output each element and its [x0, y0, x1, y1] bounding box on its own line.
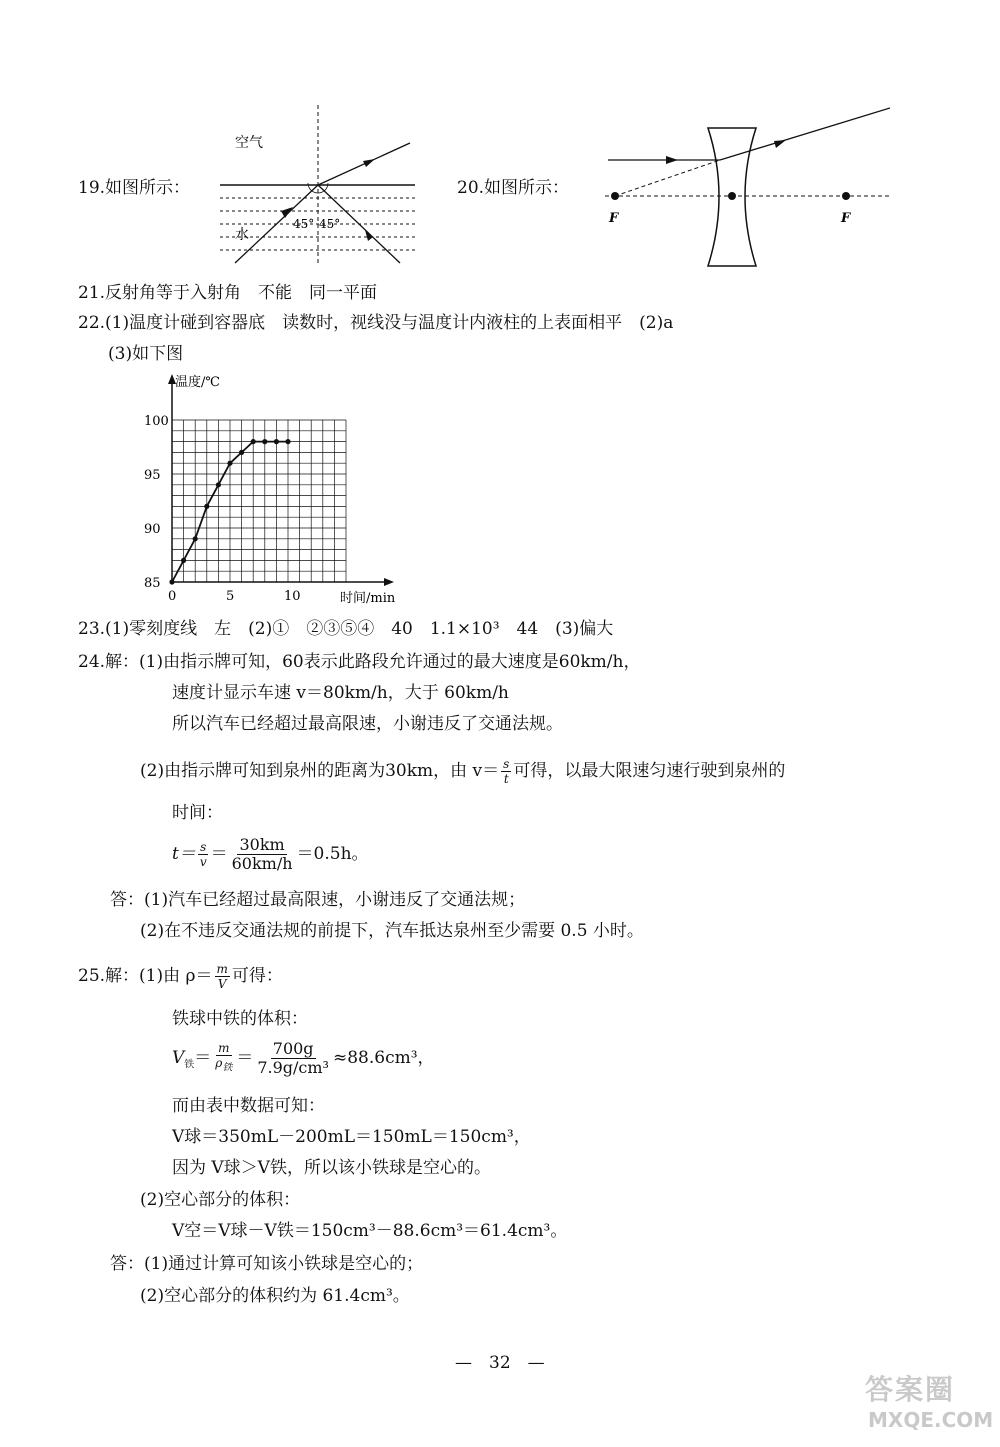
- data-point: [251, 439, 256, 444]
- q25-line6: 因为 V球＞V铁，所以该小铁球是空心的。: [172, 1158, 491, 1178]
- y-tick-label: 100: [144, 414, 169, 429]
- q25-line8: V空＝V球－V铁＝150cm³－88.6cm³＝61.4cm³。: [172, 1221, 568, 1241]
- page-number: — 32 —: [455, 1353, 545, 1373]
- q25-line1: 25.解：(1)由 ρ＝ $\frac{m}{V}$ 可得：: [78, 962, 283, 991]
- v-formula-fraction: $\frac{s}{t}$: [503, 757, 510, 786]
- x-tick-label: 0: [168, 589, 177, 604]
- q25-line5: V球＝350mL－200mL＝150mL＝150cm³，: [172, 1127, 531, 1147]
- data-point: [285, 439, 290, 444]
- q24-line5: 时间：: [172, 803, 223, 823]
- data-point: [169, 579, 174, 584]
- x-axis-arrow: [384, 578, 394, 586]
- q24-answer1: 答：(1)汽车已经超过最高限速，小谢违反了交通法规；: [110, 890, 526, 910]
- q24-line4: (2)由指示牌可知到泉州的距离为30km，由 v＝ $\frac{s}{t}$ 可得，以最大限速匀速行驶到泉州的: [140, 757, 786, 786]
- q24-answer2: (2)在不违反交通法规的前提下，汽车抵达泉州至少需要 0.5 小时。: [140, 921, 644, 941]
- q25-line2: 铁球中铁的体积：: [172, 1009, 308, 1029]
- focus-right: [842, 192, 850, 200]
- q22-answer-line2: (3)如下图: [108, 344, 184, 364]
- data-point: [274, 439, 279, 444]
- q25-line4: 而由表中数据可知：: [172, 1096, 325, 1116]
- q19-label: 19.如图所示：: [78, 178, 191, 198]
- q22-answer-line1: 22.(1)温度计碰到容器底 读数时，视线没与温度计内液柱的上表面相平 (2)a: [78, 313, 674, 333]
- y-tick-label: 95: [144, 468, 161, 483]
- y-tick-label: 85: [144, 576, 161, 591]
- chart-xlabel: 时间/min: [340, 591, 396, 606]
- q24-line1: 24.解：(1)由指示牌可知，60表示此路段允许通过的最大速度是60km/h，: [78, 652, 641, 672]
- q24-line3: 所以汽车已经超过最高限速，小谢违反了交通法规。: [172, 714, 563, 734]
- data-point: [204, 504, 209, 509]
- y-tick-label: 90: [144, 522, 161, 537]
- focus-right-label: F: [841, 211, 851, 226]
- data-point: [193, 536, 198, 541]
- water-label: 水: [235, 227, 249, 243]
- incoming-ray-arrow: [666, 156, 678, 164]
- watermark-logo: 答案圈: [865, 1373, 956, 1406]
- angle-right: 45°: [319, 217, 341, 231]
- watermark-url: MXQE.COM: [868, 1408, 994, 1432]
- data-point: [262, 439, 267, 444]
- x-tick-label: 5: [226, 589, 235, 604]
- chart-axes: [168, 374, 394, 586]
- data-point: [216, 482, 221, 487]
- data-point: [181, 558, 186, 563]
- q25-line7: (2)空心部分的体积：: [140, 1190, 301, 1210]
- incident-arrow: [281, 207, 293, 218]
- air-label: 空气: [235, 135, 263, 151]
- q24-equation: t＝ $\frac{s}{v}$ ＝ $\frac{30km}{60km/h}$ ＝0.5h。: [172, 835, 369, 873]
- q21-answer: 21.反射角等于入射角 不能 同一平面: [78, 283, 378, 303]
- q25-equation: $V_铁=$ $\frac{m}{\rho_铁}$ ＝ $\frac{700g}{\text{7.9g/cm³}}$ ≈88.6cm³，: [172, 1039, 435, 1077]
- focus-left: [611, 192, 619, 200]
- data-point: [227, 461, 232, 466]
- q19-refraction-diagram: [215, 105, 425, 270]
- focus-left-label: F: [609, 211, 619, 226]
- chart-ylabel: 温度/℃: [175, 375, 220, 390]
- data-point: [239, 450, 244, 455]
- angle-left: 45°: [293, 217, 315, 231]
- diverging-ray-arrow: [774, 140, 786, 148]
- temperature-chart: [130, 372, 410, 610]
- q25-answer1: 答：(1)通过计算可知该小铁球是空心的；: [110, 1254, 424, 1274]
- optical-center: [728, 192, 736, 200]
- q25-answer2: (2)空心部分的体积约为 61.4cm³。: [140, 1286, 410, 1306]
- q23-answer: 23.(1)零刻度线 左 (2)① ②③⑤④ 40 1.1×10³ 44 (3)偏大: [78, 619, 614, 639]
- chart-grid: [172, 420, 346, 582]
- q20-concave-lens-diagram: [600, 100, 895, 275]
- refracted-arrow: [363, 159, 375, 167]
- q20-label: 20.如图所示：: [457, 178, 570, 198]
- q24-line2: 速度计显示车速 v＝80km/h，大于 60km/h: [172, 683, 509, 703]
- x-tick-label: 10: [284, 589, 301, 604]
